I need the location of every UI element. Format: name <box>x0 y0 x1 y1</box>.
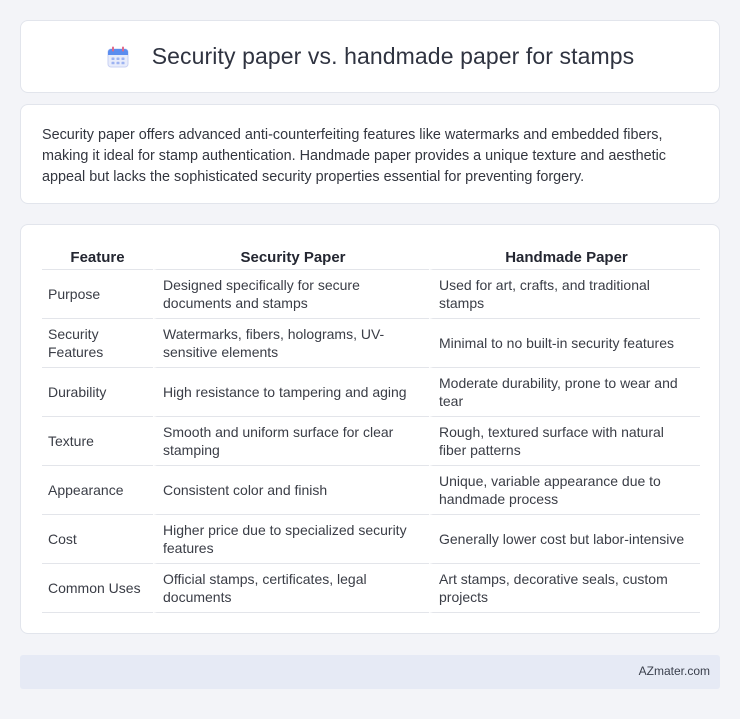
footer-bar <box>20 655 720 689</box>
row-security-paper: High resistance to tampering and aging <box>153 367 429 416</box>
row-handmade-paper: Generally lower cost but labor-intensive <box>429 514 700 563</box>
row-security-paper: Higher price due to specialized security features <box>153 514 429 563</box>
table-header-row <box>42 245 700 269</box>
title-card <box>20 20 720 93</box>
page-title: Security paper vs. handmade paper for stamps <box>151 43 635 69</box>
row-security-paper: Watermarks, fibers, holograms, UV-sensitive elements <box>153 318 429 367</box>
row-feature: Texture <box>42 416 153 465</box>
table-row <box>42 367 700 416</box>
row-security-paper: Consistent color and finish <box>153 465 429 514</box>
row-feature: Appearance <box>42 465 153 514</box>
row-security-paper: Designed specifically for secure documents and stamps <box>153 269 429 318</box>
table-row <box>42 514 700 563</box>
row-feature: Common Uses <box>42 563 153 613</box>
table-row <box>42 269 700 318</box>
row-security-paper: Smooth and uniform surface for clear stamping <box>153 416 429 465</box>
table-row <box>42 318 700 367</box>
table-row <box>42 465 700 514</box>
row-feature: Purpose <box>42 269 153 318</box>
header-handmade-paper: Handmade Paper <box>429 245 700 269</box>
calendar-icon <box>106 45 130 69</box>
comparison-table-card <box>20 224 720 634</box>
intro-text: Security paper offers advanced anti-counterfeiting features like watermarks and embedded fibers, making it ideal for stamp authentication. Handmade paper provides a unique texture and aesthetic appeal but lacks the sophisticated security properties essential for preventing forgery. <box>42 127 666 185</box>
row-handmade-paper: Minimal to no built-in security features <box>429 318 700 367</box>
row-security-paper: Official stamps, certificates, legal documents <box>153 563 429 613</box>
intro-card <box>20 104 720 204</box>
row-handmade-paper: Moderate durability, prone to wear and tear <box>429 367 700 416</box>
comparison-table <box>42 245 700 613</box>
row-handmade-paper: Art stamps, decorative seals, custom projects <box>429 563 700 613</box>
row-feature: Security Features <box>42 318 153 367</box>
header-security-paper: Security Paper <box>153 245 429 269</box>
row-feature: Durability <box>42 367 153 416</box>
row-feature: Cost <box>42 514 153 563</box>
table-row <box>42 416 700 465</box>
footer-site-link[interactable]: AZmater.com <box>638 664 710 678</box>
row-handmade-paper: Used for art, crafts, and traditional stamps <box>429 269 700 318</box>
row-handmade-paper: Rough, textured surface with natural fiber patterns <box>429 416 700 465</box>
row-handmade-paper: Unique, variable appearance due to handmade process <box>429 465 700 514</box>
table-row <box>42 563 700 613</box>
header-feature: Feature <box>70 249 125 266</box>
